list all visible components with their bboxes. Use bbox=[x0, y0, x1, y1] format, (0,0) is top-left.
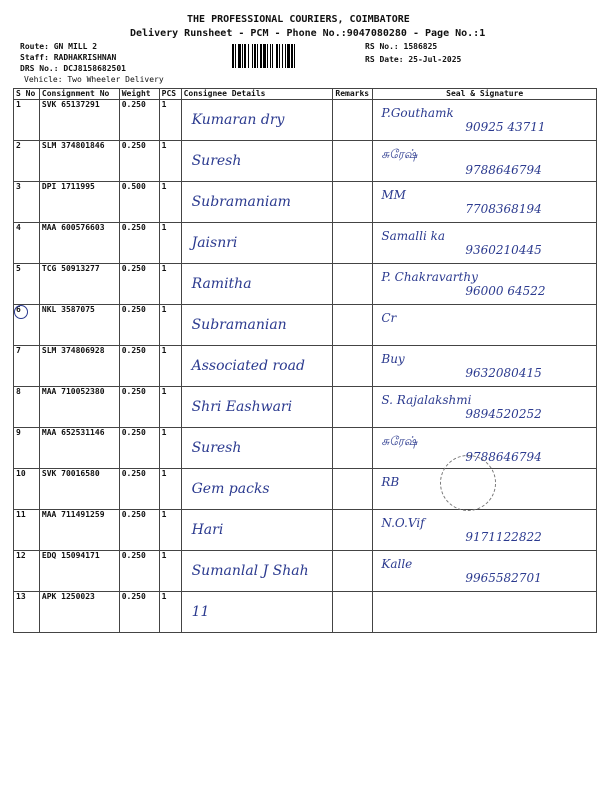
pcs-cell: 1 bbox=[159, 346, 181, 387]
signature-cell bbox=[373, 223, 597, 264]
rs-number: RS No.: 1586825 bbox=[365, 42, 438, 51]
remarks-cell bbox=[333, 305, 373, 346]
circle-mark bbox=[14, 305, 28, 319]
consignee-cell bbox=[181, 551, 333, 592]
header-consignment: Consignment No bbox=[39, 89, 119, 100]
remarks-cell bbox=[333, 100, 373, 141]
pcs-cell: 1 bbox=[159, 469, 181, 510]
barcode-bar bbox=[242, 44, 243, 68]
signature-note: 9894520252 bbox=[465, 407, 542, 421]
remarks-cell bbox=[333, 141, 373, 182]
route-label: Route: GN MILL 2 bbox=[20, 42, 98, 51]
pcs-cell: 1 bbox=[159, 551, 181, 592]
barcode-bar bbox=[267, 44, 268, 68]
pcs-cell: 1 bbox=[159, 510, 181, 551]
consignee-handwritten: Hari bbox=[191, 522, 224, 538]
sno-cell: 11 bbox=[14, 510, 40, 551]
table-row bbox=[14, 428, 597, 469]
remarks-cell bbox=[333, 592, 373, 633]
table-row bbox=[14, 182, 597, 223]
remarks-cell bbox=[333, 510, 373, 551]
consignee-cell bbox=[181, 182, 333, 223]
barcode-bar bbox=[254, 44, 256, 68]
sno-cell: 1 bbox=[14, 100, 40, 141]
remarks-cell bbox=[333, 387, 373, 428]
consignee-cell bbox=[181, 223, 333, 264]
pcs-cell: 1 bbox=[159, 264, 181, 305]
consignee-cell bbox=[181, 510, 333, 551]
signature-handwritten: P. Chakravarthy bbox=[381, 270, 478, 284]
signature-handwritten: சுரேஷ் bbox=[381, 434, 418, 448]
signature-cell bbox=[373, 100, 597, 141]
table-row bbox=[14, 346, 597, 387]
consignee-cell bbox=[181, 305, 333, 346]
table-row bbox=[14, 305, 597, 346]
vehicle-label: Vehicle: Two Wheeler Delivery bbox=[24, 75, 164, 84]
sno-cell: 7 bbox=[14, 346, 40, 387]
signature-cell bbox=[373, 264, 597, 305]
signature-handwritten: சுரேஷ் bbox=[381, 147, 418, 161]
consignment-cell: MAA 600576603 bbox=[39, 223, 119, 264]
header-consignee: Consignee Details bbox=[181, 89, 333, 100]
sno-cell: 12 bbox=[14, 551, 40, 592]
barcode-bar bbox=[282, 44, 283, 68]
consignee-cell bbox=[181, 264, 333, 305]
pcs-cell: 1 bbox=[159, 387, 181, 428]
signature-cell bbox=[373, 551, 597, 592]
consignee-handwritten: Suresh bbox=[191, 440, 242, 456]
weight-cell: 0.250 bbox=[119, 223, 159, 264]
barcode-bar bbox=[232, 44, 234, 68]
consignee-handwritten: 11 bbox=[191, 604, 210, 620]
header-weight: Weight bbox=[119, 89, 159, 100]
consignment-cell: NKL 3587075 bbox=[39, 305, 119, 346]
consignee-handwritten: Ramitha bbox=[191, 276, 252, 292]
barcode-bar bbox=[291, 44, 293, 68]
barcode-bar bbox=[294, 44, 295, 68]
weight-cell: 0.250 bbox=[119, 551, 159, 592]
sno-cell: 3 bbox=[14, 182, 40, 223]
consignee-cell bbox=[181, 141, 333, 182]
consignee-handwritten: Jaisnri bbox=[191, 235, 238, 251]
weight-cell: 0.250 bbox=[119, 141, 159, 182]
table-row bbox=[14, 264, 597, 305]
barcode-bar bbox=[285, 44, 286, 68]
runsheet-subtitle: Delivery Runsheet - PCM - Phone No.:9047080280 - Page No.:1 bbox=[130, 28, 486, 39]
runsheet-table bbox=[13, 88, 597, 633]
remarks-cell bbox=[333, 428, 373, 469]
weight-cell: 0.250 bbox=[119, 264, 159, 305]
barcode-bar bbox=[244, 44, 246, 68]
weight-cell: 0.250 bbox=[119, 592, 159, 633]
rs-date: RS Date: 25-Jul-2025 bbox=[365, 55, 462, 64]
sno-cell: 2 bbox=[14, 141, 40, 182]
barcode-bar bbox=[252, 44, 253, 68]
barcode-bar bbox=[272, 44, 273, 68]
table-row bbox=[14, 223, 597, 264]
weight-cell: 0.250 bbox=[119, 305, 159, 346]
consignment-cell: EDQ 15094171 bbox=[39, 551, 119, 592]
weight-cell: 0.250 bbox=[119, 100, 159, 141]
consignment-cell: MAA 710052380 bbox=[39, 387, 119, 428]
pcs-cell: 1 bbox=[159, 100, 181, 141]
signature-note: 9788646794 bbox=[465, 450, 542, 464]
signature-handwritten: Samalli ka bbox=[381, 229, 446, 243]
table-row bbox=[14, 469, 597, 510]
table-row bbox=[14, 592, 597, 633]
header-seal-signature: Seal & Signature bbox=[373, 89, 597, 100]
pcs-cell: 1 bbox=[159, 305, 181, 346]
signature-handwritten: MM bbox=[381, 188, 406, 202]
sno-cell: 13 bbox=[14, 592, 40, 633]
header-pcs: PCS bbox=[159, 89, 181, 100]
pcs-cell: 1 bbox=[159, 592, 181, 633]
barcode-bar bbox=[257, 44, 258, 68]
signature-note: 9965582701 bbox=[465, 571, 542, 585]
signature-cell bbox=[373, 346, 597, 387]
weight-cell: 0.250 bbox=[119, 346, 159, 387]
sno-cell: 8 bbox=[14, 387, 40, 428]
consignee-cell bbox=[181, 100, 333, 141]
signature-note: 9788646794 bbox=[465, 163, 542, 177]
consignment-cell: SLM 374806928 bbox=[39, 346, 119, 387]
barcode-bar bbox=[276, 44, 278, 68]
table-row bbox=[14, 141, 597, 182]
signature-note: 90925 43711 bbox=[465, 120, 546, 134]
table-row bbox=[14, 387, 597, 428]
signature-handwritten: Cr bbox=[381, 311, 397, 325]
signature-handwritten: Buy bbox=[381, 352, 405, 366]
sno-cell: 9 bbox=[14, 428, 40, 469]
signature-cell bbox=[373, 141, 597, 182]
signature-handwritten: N.O.Vif bbox=[381, 516, 425, 530]
sno-cell: 6 bbox=[14, 305, 40, 346]
consignment-cell: SVK 70016580 bbox=[39, 469, 119, 510]
staff-label: Staff: RADHAKRISHNAN bbox=[20, 53, 117, 62]
barcode-bar bbox=[279, 44, 280, 68]
consignment-cell: SLM 374801846 bbox=[39, 141, 119, 182]
sno-cell: 10 bbox=[14, 469, 40, 510]
consignee-handwritten: Kumaran dry bbox=[191, 112, 285, 128]
table-row bbox=[14, 510, 597, 551]
consignment-cell: TCG 50913277 bbox=[39, 264, 119, 305]
barcode bbox=[232, 44, 358, 68]
table-row bbox=[14, 551, 597, 592]
barcode-bar bbox=[263, 44, 266, 68]
consignment-cell: MAA 652531146 bbox=[39, 428, 119, 469]
signature-handwritten: RB bbox=[381, 475, 400, 489]
stamp-seal bbox=[440, 455, 496, 511]
consignee-handwritten: Subramanian bbox=[191, 317, 287, 333]
consignee-cell bbox=[181, 428, 333, 469]
remarks-cell bbox=[333, 469, 373, 510]
signature-cell bbox=[373, 510, 597, 551]
consignee-cell bbox=[181, 387, 333, 428]
remarks-cell bbox=[333, 346, 373, 387]
remarks-cell bbox=[333, 223, 373, 264]
barcode-bar bbox=[260, 44, 262, 68]
pcs-cell: 1 bbox=[159, 182, 181, 223]
table-row bbox=[14, 100, 597, 141]
remarks-cell bbox=[333, 551, 373, 592]
signature-note: 9171122822 bbox=[465, 530, 542, 544]
pcs-cell: 1 bbox=[159, 428, 181, 469]
weight-cell: 0.250 bbox=[119, 387, 159, 428]
signature-note: 9360210445 bbox=[465, 243, 542, 257]
barcode-bar bbox=[248, 44, 249, 68]
pcs-cell: 1 bbox=[159, 223, 181, 264]
consignment-cell: DPI 1711995 bbox=[39, 182, 119, 223]
weight-cell: 0.250 bbox=[119, 510, 159, 551]
consignment-cell: APK 1250023 bbox=[39, 592, 119, 633]
weight-cell: 0.500 bbox=[119, 182, 159, 223]
barcode-bar bbox=[287, 44, 290, 68]
drs-number: DRS No.: DCJ8158682501 bbox=[20, 64, 126, 73]
header-remarks: Remarks bbox=[333, 89, 373, 100]
signature-handwritten: P.Gouthamk bbox=[381, 106, 454, 120]
header-sno: S No bbox=[14, 89, 40, 100]
consignee-handwritten: Shri Eashwari bbox=[191, 399, 293, 415]
consignee-handwritten: Gem packs bbox=[191, 481, 270, 497]
consignee-handwritten: Associated road bbox=[191, 358, 305, 374]
consignee-cell bbox=[181, 346, 333, 387]
pcs-cell: 1 bbox=[159, 141, 181, 182]
remarks-cell bbox=[333, 182, 373, 223]
signature-note: 7708368194 bbox=[465, 202, 542, 216]
signature-handwritten: Kalle bbox=[381, 557, 413, 571]
company-title: THE PROFESSIONAL COURIERS, COIMBATORE bbox=[187, 14, 410, 25]
barcode-bar bbox=[235, 44, 236, 68]
sno-cell: 5 bbox=[14, 264, 40, 305]
signature-note: 96000 64522 bbox=[465, 284, 546, 298]
table-header-row bbox=[14, 89, 597, 100]
consignee-cell bbox=[181, 469, 333, 510]
signature-note: 9632080415 bbox=[465, 366, 542, 380]
consignee-handwritten: Subramaniam bbox=[191, 194, 291, 210]
signature-cell bbox=[373, 182, 597, 223]
signature-handwritten: S. Rajalakshmi bbox=[381, 393, 472, 407]
consignment-cell: MAA 711491259 bbox=[39, 510, 119, 551]
barcode-bar bbox=[238, 44, 241, 68]
weight-cell: 0.250 bbox=[119, 469, 159, 510]
barcode-bar bbox=[270, 44, 271, 68]
signature-cell bbox=[373, 387, 597, 428]
consignee-cell bbox=[181, 592, 333, 633]
consignee-handwritten: Sumanlal J Shah bbox=[191, 563, 309, 579]
sno-cell: 4 bbox=[14, 223, 40, 264]
consignment-cell: SVK 65137291 bbox=[39, 100, 119, 141]
consignee-handwritten: Suresh bbox=[191, 153, 242, 169]
signature-cell bbox=[373, 305, 597, 346]
signature-cell bbox=[373, 592, 597, 633]
remarks-cell bbox=[333, 264, 373, 305]
weight-cell: 0.250 bbox=[119, 428, 159, 469]
